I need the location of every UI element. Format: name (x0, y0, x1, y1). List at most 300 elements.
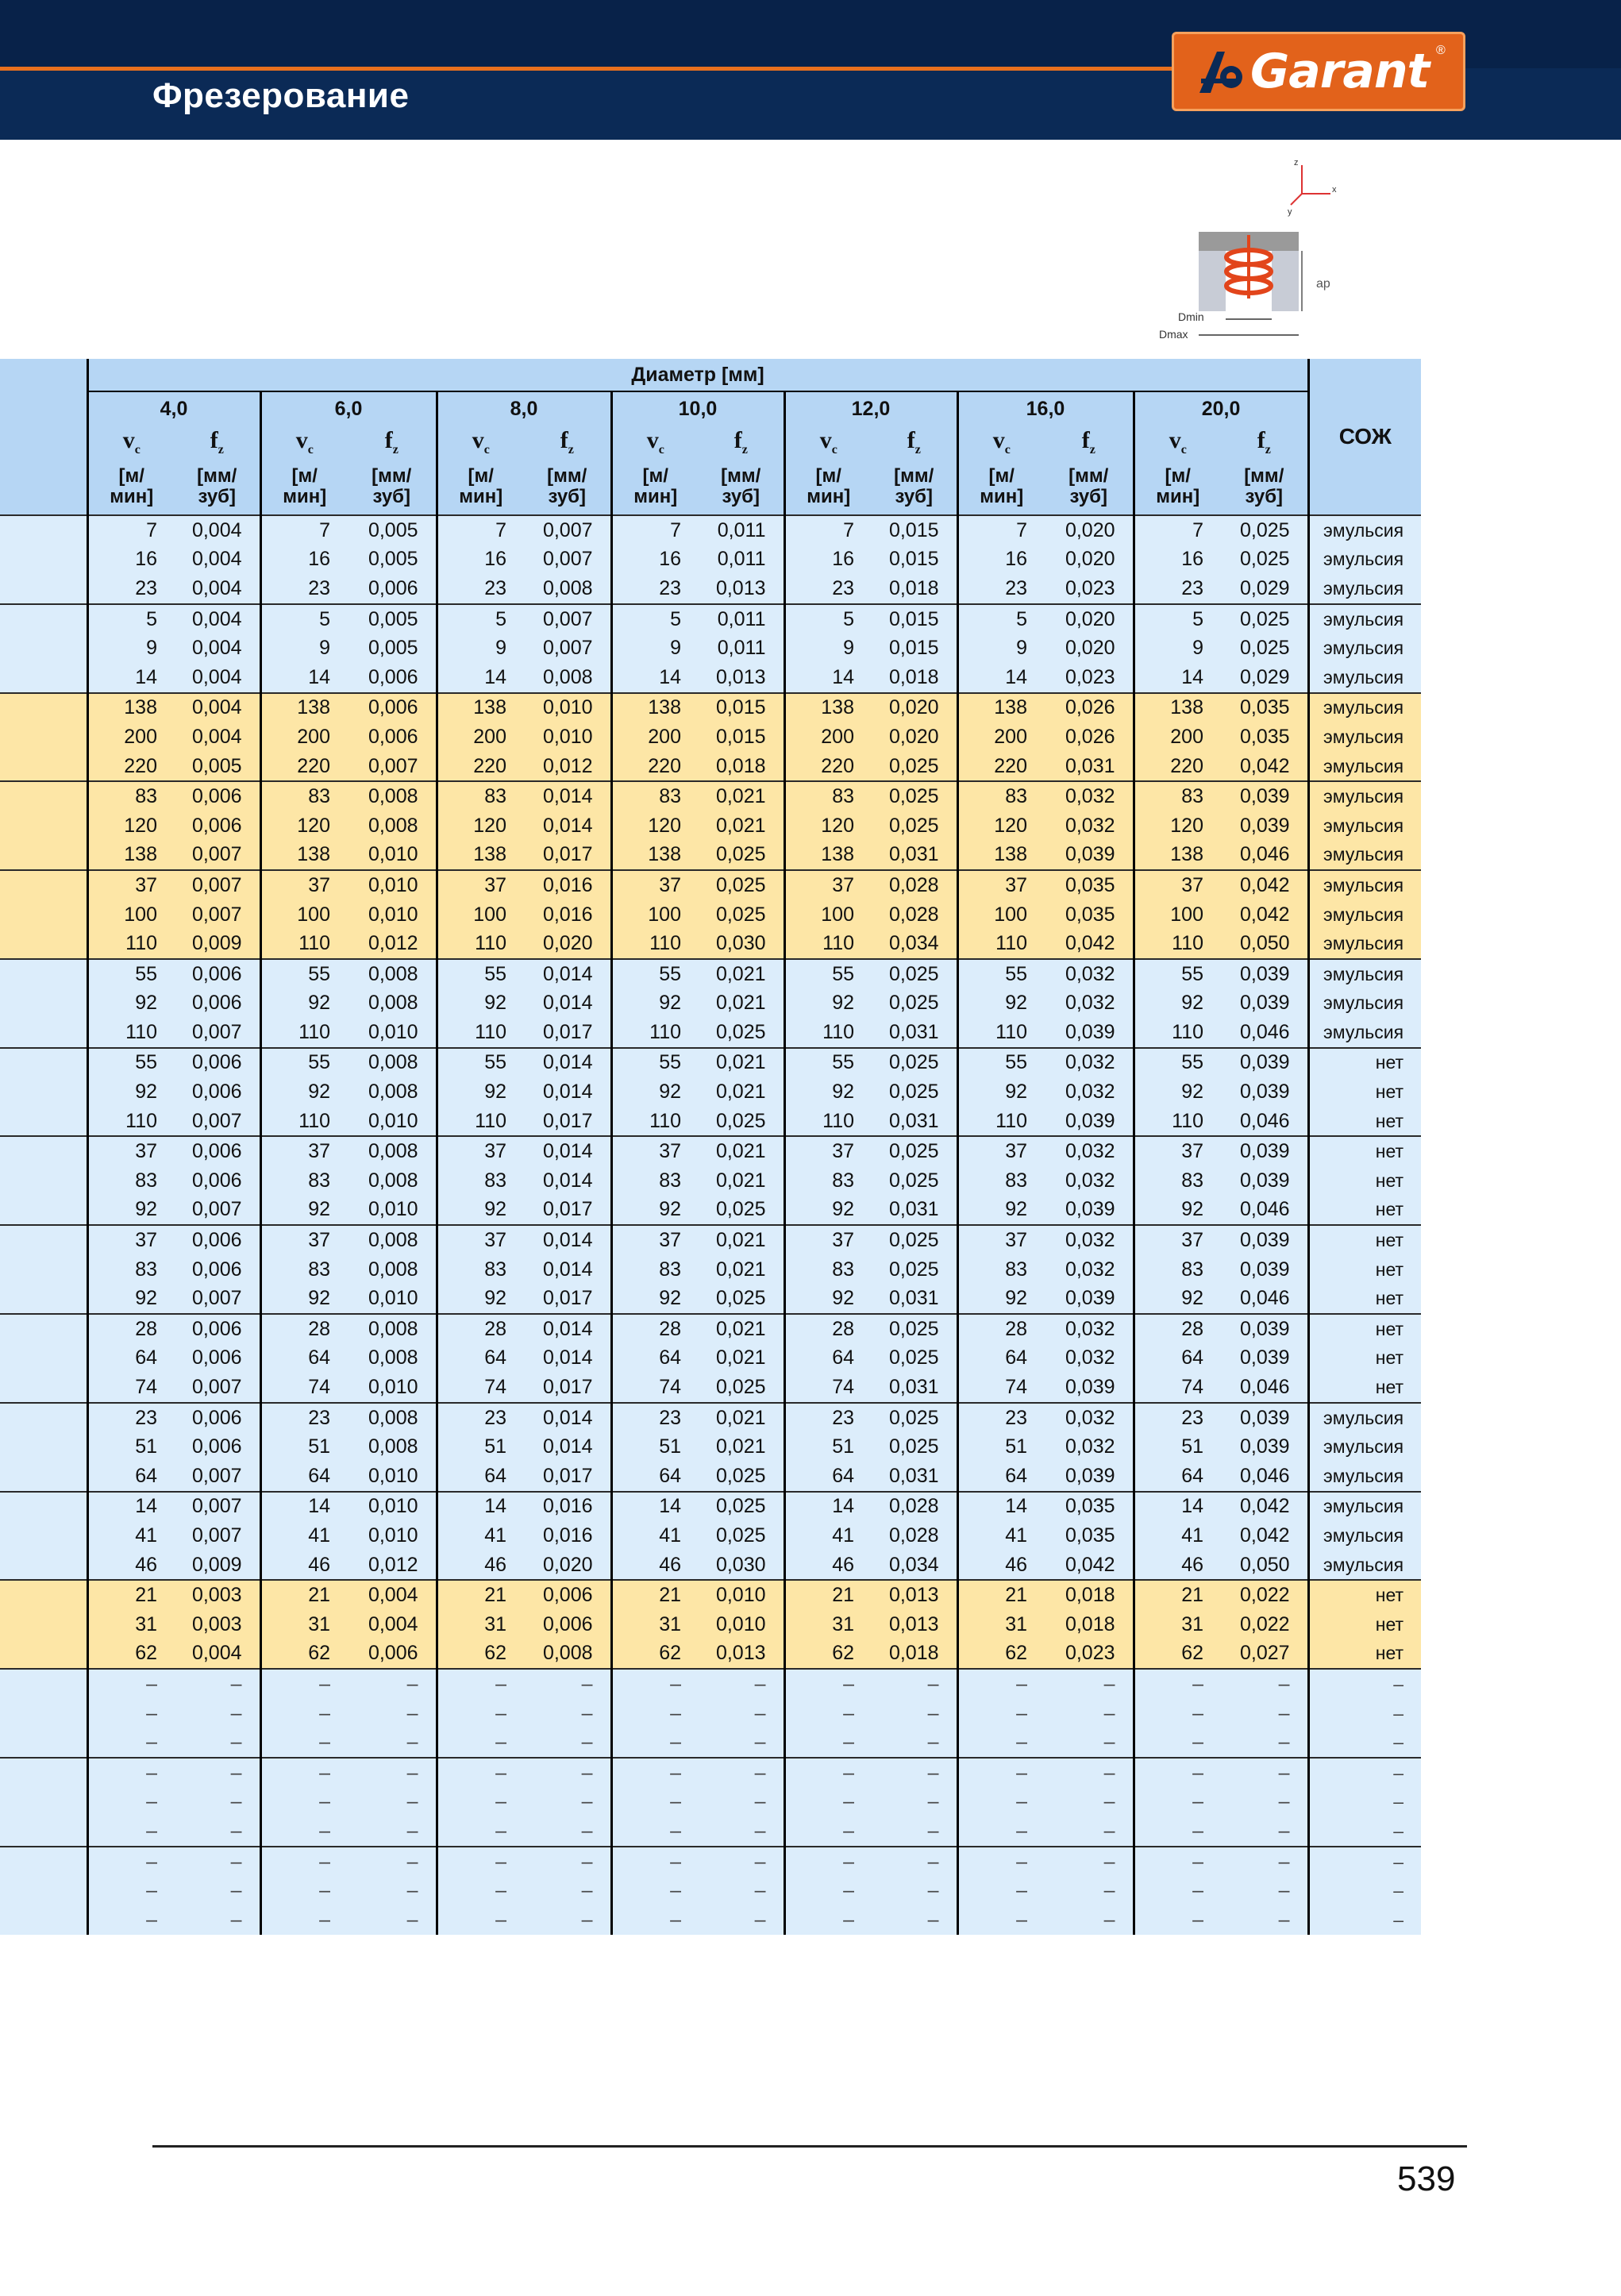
fz-cell: 0,028 (872, 1521, 957, 1551)
vc-symbol: v (992, 427, 1005, 453)
fz-cell: – (699, 1905, 784, 1935)
fz-cell: 0,050 (1221, 1551, 1308, 1581)
fz-cell: 0,031 (872, 1373, 957, 1403)
fz-symbol-header (524, 426, 611, 459)
fz-cell: – (699, 1699, 784, 1728)
fz-cell: 0,039 (1045, 1018, 1134, 1048)
fz-cell: – (348, 1905, 437, 1935)
fz-cell: 0,008 (348, 1314, 437, 1344)
vc-cell: 41 (1134, 1521, 1221, 1551)
fz-subscript: z (1089, 443, 1095, 457)
fz-cell: 0,025 (872, 1403, 957, 1433)
fz-cell: 0,005 (348, 545, 437, 575)
table-row (0, 929, 1421, 959)
vc-cell: 37 (611, 1225, 699, 1255)
soz-cell: нет (1308, 1284, 1421, 1314)
soz-cell: эмульсия (1308, 693, 1421, 723)
fz-cell: 0,008 (348, 1255, 437, 1285)
fz-cell: 0,021 (699, 1344, 784, 1373)
vc-cell: 83 (1134, 781, 1221, 811)
fz-cell: 0,004 (348, 1610, 437, 1639)
soz-cell: эмульсия (1308, 1403, 1421, 1433)
fz-cell: – (1221, 1788, 1308, 1817)
vc-cell: 23 (260, 574, 348, 604)
fz-cell: 0,010 (348, 1492, 437, 1522)
fz-cell: 0,004 (175, 1639, 260, 1670)
vc-cell: 41 (260, 1521, 348, 1551)
vc-cell: 9 (87, 634, 175, 663)
fz-cell: 0,025 (699, 841, 784, 871)
vc-cell: 74 (1134, 1373, 1221, 1403)
vc-cell: 64 (260, 1462, 348, 1492)
vc-cell: 31 (1134, 1610, 1221, 1639)
fz-cell: – (1221, 1905, 1308, 1935)
table-row (0, 752, 1421, 782)
table-row (0, 1136, 1421, 1166)
row-label-cell (0, 1225, 87, 1255)
vc-cell: 110 (437, 1018, 524, 1048)
soz-cell: эмульсия (1308, 900, 1421, 930)
row-label-cell (0, 1462, 87, 1492)
table-row (0, 1580, 1421, 1610)
fz-symbol: f (560, 427, 568, 453)
row-label-cell (0, 604, 87, 634)
fz-cell: 0,007 (175, 841, 260, 871)
vc-cell: 83 (260, 781, 348, 811)
vc-symbol-header (957, 426, 1045, 459)
soz-cell: эмульсия (1308, 1551, 1421, 1581)
row-label-cell (0, 663, 87, 693)
vc-cell: – (87, 1728, 175, 1758)
vc-cell: 83 (1134, 1255, 1221, 1285)
fz-cell: 0,039 (1221, 1255, 1308, 1285)
table-row (0, 1344, 1421, 1373)
fz-cell: 0,025 (872, 1225, 957, 1255)
fz-cell: 0,032 (1045, 1432, 1134, 1462)
vc-cell: 21 (437, 1580, 524, 1610)
fz-cell: 0,009 (175, 1551, 260, 1581)
vc-cell: 37 (1134, 1136, 1221, 1166)
soz-cell: нет (1308, 1107, 1421, 1137)
fz-cell: – (1045, 1669, 1134, 1699)
vc-cell: 200 (784, 722, 872, 752)
vc-cell: 9 (957, 634, 1045, 663)
vc-cell: 92 (437, 1196, 524, 1226)
vc-cell: 64 (1134, 1462, 1221, 1492)
fz-cell: 0,042 (1221, 870, 1308, 900)
table-row (0, 1107, 1421, 1137)
vc-cell: 5 (611, 604, 699, 634)
vc-cell: 23 (957, 1403, 1045, 1433)
fz-cell: 0,005 (175, 752, 260, 782)
vc-cell: 138 (611, 693, 699, 723)
fz-cell: 0,011 (699, 515, 784, 545)
vc-cell: 92 (260, 989, 348, 1019)
fz-cell: 0,042 (1221, 900, 1308, 930)
table-row (0, 1758, 1421, 1788)
axis-y-label: y (1288, 207, 1292, 217)
table-row (0, 1788, 1421, 1817)
row-label-header (0, 359, 87, 515)
vc-cell: 83 (87, 1166, 175, 1196)
vc-cell: 200 (611, 722, 699, 752)
vc-subscript: c (307, 443, 314, 457)
fz-cell: – (1045, 1876, 1134, 1905)
fz-cell: – (175, 1905, 260, 1935)
vc-cell: 16 (957, 545, 1045, 575)
fz-cell: – (1045, 1816, 1134, 1847)
vc-cell: 220 (1134, 752, 1221, 782)
fz-cell: 0,016 (524, 870, 611, 900)
row-label-cell (0, 634, 87, 663)
row-label-cell (0, 1905, 87, 1935)
vc-cell: 28 (437, 1314, 524, 1344)
diameter-size-header: 4,0 (87, 391, 260, 426)
soz-cell: эмульсия (1308, 722, 1421, 752)
vc-cell: 55 (611, 1048, 699, 1078)
table-row (0, 1492, 1421, 1522)
vc-unit-line2: мин] (633, 486, 678, 507)
fz-cell: 0,013 (872, 1610, 957, 1639)
fz-cell: – (524, 1847, 611, 1877)
fz-cell: 0,017 (524, 1018, 611, 1048)
footer-divider (152, 2145, 1467, 2148)
vc-cell: 83 (260, 1255, 348, 1285)
vc-cell: 92 (1134, 1077, 1221, 1107)
vc-cell: 37 (260, 1225, 348, 1255)
vc-cell: 41 (87, 1521, 175, 1551)
vc-cell: 92 (437, 989, 524, 1019)
soz-cell: нет (1308, 1610, 1421, 1639)
garant-logo (1172, 32, 1465, 111)
fz-cell: – (872, 1816, 957, 1847)
fz-cell: – (872, 1876, 957, 1905)
vc-cell: 92 (957, 1077, 1045, 1107)
vc-cell: 74 (260, 1373, 348, 1403)
vc-cell: 110 (260, 1018, 348, 1048)
table-row (0, 663, 1421, 693)
vc-cell: 62 (437, 1639, 524, 1670)
soz-cell: эмульсия (1308, 1462, 1421, 1492)
fz-cell: – (872, 1905, 957, 1935)
fz-cell: 0,020 (1045, 604, 1134, 634)
vc-cell: 16 (87, 545, 175, 575)
fz-cell: – (872, 1758, 957, 1788)
vc-unit-line1: [м/ (815, 465, 841, 487)
vc-cell: 138 (957, 841, 1045, 871)
fz-symbol-header (872, 426, 957, 459)
fz-cell: – (1221, 1847, 1308, 1877)
vc-cell: – (611, 1788, 699, 1817)
fz-unit-line1: [мм/ (1244, 465, 1284, 487)
vc-cell: – (437, 1876, 524, 1905)
fz-cell: 0,027 (1221, 1639, 1308, 1670)
vc-cell: – (1134, 1669, 1221, 1699)
fz-cell: 0,042 (1221, 752, 1308, 782)
vc-cell: 110 (260, 929, 348, 959)
vc-cell: 83 (611, 1255, 699, 1285)
fz-symbol-header (348, 426, 437, 459)
vc-cell: 120 (437, 811, 524, 841)
vc-cell: 83 (957, 1166, 1045, 1196)
vc-cell: 138 (1134, 693, 1221, 723)
vc-cell: 64 (784, 1344, 872, 1373)
vc-cell: – (260, 1876, 348, 1905)
fz-cell: 0,032 (1045, 1314, 1134, 1344)
vc-cell: – (957, 1788, 1045, 1817)
fz-cell: 0,039 (1221, 989, 1308, 1019)
soz-cell: эмульсия (1308, 1018, 1421, 1048)
fz-cell: – (175, 1816, 260, 1847)
fz-cell: 0,034 (872, 929, 957, 959)
table-row (0, 515, 1421, 545)
row-label-cell (0, 1847, 87, 1877)
fz-cell: 0,014 (524, 989, 611, 1019)
fz-cell: – (524, 1816, 611, 1847)
page-title: Фрезерование (152, 76, 410, 115)
vc-cell: – (784, 1905, 872, 1935)
soz-cell: эмульсия (1308, 545, 1421, 575)
milling-diagram (1143, 156, 1365, 352)
fz-cell: 0,006 (175, 1255, 260, 1285)
vc-unit-line1: [м/ (291, 465, 318, 487)
vc-cell: 110 (87, 1107, 175, 1137)
fz-unit-line2: зуб] (1245, 486, 1284, 507)
fz-cell: 0,018 (872, 574, 957, 604)
vc-cell: 5 (784, 604, 872, 634)
fz-cell: 0,004 (175, 574, 260, 604)
vc-cell: – (1134, 1699, 1221, 1728)
fz-cell: 0,018 (872, 1639, 957, 1670)
vc-subscript: c (1004, 443, 1011, 457)
fz-cell: 0,050 (1221, 929, 1308, 959)
vc-subscript: c (658, 443, 664, 457)
row-label-cell (0, 1136, 87, 1166)
fz-cell: 0,020 (1045, 545, 1134, 575)
vc-cell: 120 (1134, 811, 1221, 841)
vc-cell: 74 (611, 1373, 699, 1403)
fz-cell: 0,035 (1045, 900, 1134, 930)
fz-cell: 0,020 (872, 722, 957, 752)
vc-cell: 83 (1134, 1166, 1221, 1196)
vc-cell: 23 (611, 1403, 699, 1433)
vc-cell: 92 (611, 1196, 699, 1226)
row-label-cell (0, 900, 87, 930)
fz-cell: 0,018 (699, 752, 784, 782)
vc-cell: – (87, 1699, 175, 1728)
fz-unit-header (699, 459, 784, 515)
vc-cell: 28 (957, 1314, 1045, 1344)
fz-unit-header (524, 459, 611, 515)
vc-cell: 16 (784, 545, 872, 575)
fz-unit-line2: зуб] (372, 486, 410, 507)
fz-cell: 0,014 (524, 811, 611, 841)
fz-cell: – (524, 1758, 611, 1788)
soz-cell: – (1308, 1728, 1421, 1758)
vc-cell: 200 (437, 722, 524, 752)
table-row (0, 1699, 1421, 1728)
row-label-cell (0, 1758, 87, 1788)
vc-cell: 51 (87, 1432, 175, 1462)
soz-cell: нет (1308, 1344, 1421, 1373)
vc-cell: 7 (611, 515, 699, 545)
vc-cell: 138 (1134, 841, 1221, 871)
fz-cell: 0,021 (699, 989, 784, 1019)
fz-cell: 0,004 (175, 634, 260, 663)
row-label-cell (0, 1077, 87, 1107)
fz-cell: – (348, 1847, 437, 1877)
fz-cell: 0,025 (872, 781, 957, 811)
vc-cell: 100 (611, 900, 699, 930)
vc-cell: 120 (784, 811, 872, 841)
header-accent-line (0, 67, 1175, 71)
vc-symbol: v (1169, 427, 1181, 453)
fz-cell: 0,035 (1221, 722, 1308, 752)
vc-cell: 14 (1134, 663, 1221, 693)
vc-cell: 92 (260, 1284, 348, 1314)
vc-cell: 5 (87, 604, 175, 634)
vc-unit-line2: мин] (110, 486, 154, 507)
vc-unit-header (611, 459, 699, 515)
fz-symbol: f (907, 427, 915, 453)
fz-cell: 0,039 (1221, 1344, 1308, 1373)
fz-cell: 0,039 (1221, 1314, 1308, 1344)
soz-cell: – (1308, 1816, 1421, 1847)
fz-cell: 0,028 (872, 870, 957, 900)
vc-cell: 37 (957, 870, 1045, 900)
vc-cell: 62 (957, 1639, 1045, 1670)
fz-cell: 0,032 (1045, 959, 1134, 989)
fz-cell: 0,025 (699, 1373, 784, 1403)
vc-cell: 92 (1134, 1196, 1221, 1226)
vc-cell: 31 (437, 1610, 524, 1639)
fz-cell: – (524, 1728, 611, 1758)
fz-unit-line1: [мм/ (197, 465, 237, 487)
vc-cell: 83 (437, 781, 524, 811)
fz-unit-line1: [мм/ (1068, 465, 1109, 487)
vc-cell: 21 (957, 1580, 1045, 1610)
fz-cell: 0,003 (175, 1610, 260, 1639)
vc-unit-line1: [м/ (988, 465, 1015, 487)
fz-cell: – (699, 1788, 784, 1817)
table-row (0, 1728, 1421, 1758)
vc-cell: 64 (611, 1462, 699, 1492)
soz-cell: эмульсия (1308, 841, 1421, 871)
vc-cell: 55 (260, 1048, 348, 1078)
vc-cell: 55 (957, 959, 1045, 989)
row-label-cell (0, 515, 87, 545)
table-row (0, 1403, 1421, 1433)
fz-cell: 0,032 (1045, 1255, 1134, 1285)
vc-cell: – (611, 1728, 699, 1758)
vc-cell: – (784, 1758, 872, 1788)
fz-cell: 0,029 (1221, 663, 1308, 693)
fz-cell: 0,008 (348, 959, 437, 989)
vc-cell: 23 (437, 1403, 524, 1433)
vc-unit-line2: мин] (980, 486, 1024, 507)
vc-cell: 110 (611, 1018, 699, 1048)
fz-cell: – (699, 1758, 784, 1788)
row-label-cell (0, 1639, 87, 1670)
fz-cell: 0,021 (699, 1314, 784, 1344)
fz-cell: 0,006 (524, 1610, 611, 1639)
fz-cell: – (872, 1728, 957, 1758)
fz-cell: 0,008 (348, 1432, 437, 1462)
vc-cell: 55 (87, 959, 175, 989)
soz-cell: эмульсия (1308, 781, 1421, 811)
vc-cell: – (784, 1788, 872, 1817)
vc-cell: – (957, 1876, 1045, 1905)
vc-cell: 23 (1134, 1403, 1221, 1433)
vc-cell: 92 (784, 989, 872, 1019)
fz-cell: 0,020 (1045, 634, 1134, 663)
vc-cell: 138 (260, 693, 348, 723)
fz-cell: 0,025 (1221, 515, 1308, 545)
vc-cell: 51 (1134, 1432, 1221, 1462)
fz-symbol: f (733, 427, 742, 453)
fz-cell: 0,039 (1221, 1136, 1308, 1166)
vc-cell: 200 (87, 722, 175, 752)
vc-cell: 41 (957, 1521, 1045, 1551)
fz-cell: – (348, 1728, 437, 1758)
vc-cell: 138 (437, 841, 524, 871)
fz-cell: 0,016 (524, 1492, 611, 1522)
fz-cell: 0,010 (348, 870, 437, 900)
vc-cell: 220 (260, 752, 348, 782)
fz-cell: 0,023 (1045, 574, 1134, 604)
table-row (0, 1284, 1421, 1314)
fz-cell: 0,025 (872, 1432, 957, 1462)
vc-cell: 14 (260, 1492, 348, 1522)
fz-cell: 0,031 (872, 841, 957, 871)
vc-cell: – (260, 1905, 348, 1935)
vc-cell: 23 (87, 574, 175, 604)
soz-cell: эмульсия (1308, 1521, 1421, 1551)
fz-cell: 0,031 (872, 1284, 957, 1314)
vc-cell: 37 (437, 870, 524, 900)
table-row (0, 989, 1421, 1019)
logo-text: Garant (1250, 44, 1430, 99)
fz-cell: 0,046 (1221, 841, 1308, 871)
fz-cell: 0,018 (872, 663, 957, 693)
table-row (0, 1551, 1421, 1581)
vc-cell: 7 (1134, 515, 1221, 545)
vc-cell: 92 (1134, 1284, 1221, 1314)
table-row (0, 841, 1421, 871)
fz-cell: 0,007 (175, 1196, 260, 1226)
fz-cell: 0,025 (699, 1107, 784, 1137)
axis-x-label: x (1332, 185, 1337, 195)
vc-cell: 7 (260, 515, 348, 545)
vc-cell: 220 (957, 752, 1045, 782)
fz-cell: 0,030 (699, 1551, 784, 1581)
vc-cell: 92 (1134, 989, 1221, 1019)
vc-cell: – (611, 1758, 699, 1788)
fz-cell: 0,006 (175, 811, 260, 841)
soz-cell: нет (1308, 1048, 1421, 1078)
vc-cell: 83 (611, 1166, 699, 1196)
table-row (0, 1196, 1421, 1226)
vc-cell: 55 (784, 959, 872, 989)
table-row (0, 1876, 1421, 1905)
vc-cell: 62 (87, 1639, 175, 1670)
vc-cell: 31 (87, 1610, 175, 1639)
row-label-cell (0, 1373, 87, 1403)
fz-cell: 0,031 (872, 1196, 957, 1226)
fz-cell: 0,016 (524, 900, 611, 930)
vc-cell: – (957, 1905, 1045, 1935)
vc-cell: 37 (87, 1225, 175, 1255)
